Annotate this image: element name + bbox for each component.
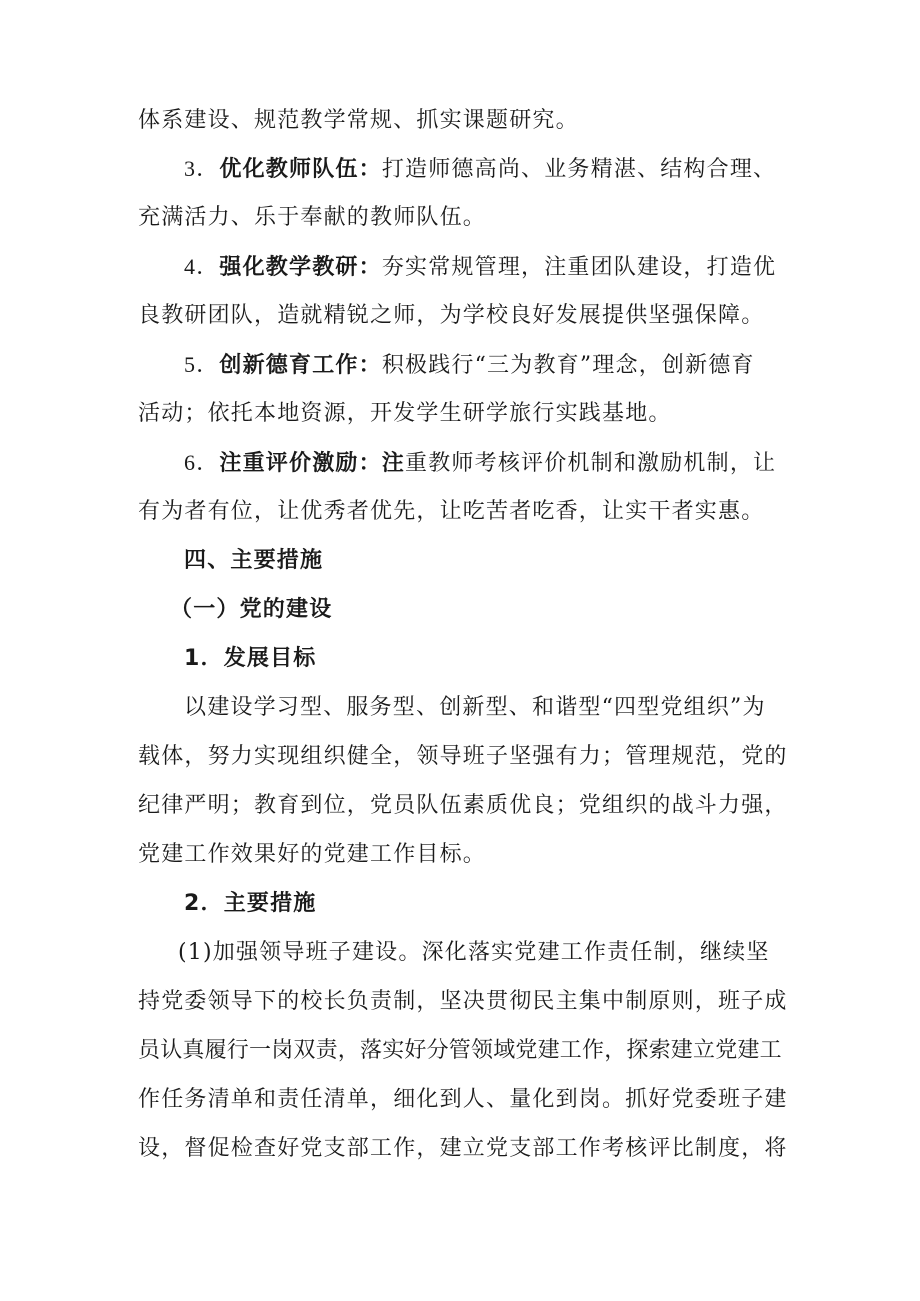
item-number: 3． — [184, 156, 220, 181]
item-text: 重教师考核评价机制和激励机制，让 — [405, 451, 777, 476]
item-text: 夯实常规管理，注重团队建设，打造优 — [381, 255, 777, 280]
paragraph-line: 作任务清单和责任清单，细化到人、量化到岗。抓好党委班子建 — [138, 1087, 788, 1112]
item-heading: 强化教学教研： — [219, 255, 382, 280]
paragraph-line: 载体，努力实现组织健全，领导班子坚强有力；管理规范，党的 — [138, 744, 788, 769]
subsection-heading: 2．主要措施 — [184, 891, 317, 916]
paragraph-line: 有为者有位，让优秀者优先，让吃苦者吃香，让实干者实惠。 — [138, 499, 765, 524]
item-4-line — [184, 242, 790, 292]
paragraph-line: 员认真履行一岗双责，落实好分管领域党建工作，探索建立党建工 — [138, 1038, 782, 1063]
item-number: 4． — [184, 254, 220, 279]
item-3-line — [184, 144, 790, 194]
paragraph-line: 以建设学习型、服务型、创新型、和谐型“四型党组织”为 — [184, 695, 766, 720]
section-heading: 四、主要措施 — [184, 548, 324, 573]
item-text: 积极践行“三为教育”理念，创新德育 — [381, 353, 755, 378]
paragraph-line: 充满活力、乐于奉献的教师队伍。 — [138, 205, 487, 230]
item-text: 打造师德高尚、业务精湛、结构合理、 — [381, 157, 777, 182]
item-heading: 注重评价激励：注 — [219, 451, 406, 476]
paragraph-line: 设，督促检查好党支部工作，建立党支部工作考核评比制度，将 — [138, 1136, 788, 1161]
item-number: 6． — [184, 450, 220, 475]
paragraph-line: (1)加强领导班子建设。深化落实党建工作责任制，继续坚 — [178, 940, 770, 965]
paragraph-line: 纪律严明；教育到位，党员队伍素质优良；党组织的战斗力强， — [138, 793, 788, 818]
subsection-heading: （一）党的建设 — [170, 597, 333, 622]
paragraph-line: 良教研团队，造就精锐之师，为学校良好发展提供坚强保障。 — [138, 303, 765, 328]
paragraph-line: 党建工作效果好的党建工作目标。 — [138, 842, 487, 867]
paragraph-line: 持党委领导下的校长负责制，坚决贯彻民主集中制原则，班子成 — [138, 989, 788, 1014]
item-heading: 创新德育工作： — [219, 353, 382, 378]
paragraph-line: 体系建设、规范教学常规、抓实课题研究。 — [138, 108, 579, 133]
item-6-line — [184, 438, 790, 488]
subsection-heading: 1．发展目标 — [184, 646, 317, 671]
item-heading: 优化教师队伍： — [219, 157, 382, 182]
item-5-line — [184, 340, 790, 390]
item-number: 5． — [184, 352, 220, 377]
paragraph-line: 活动；依托本地资源，开发学生研学旅行实践基地。 — [138, 401, 672, 426]
